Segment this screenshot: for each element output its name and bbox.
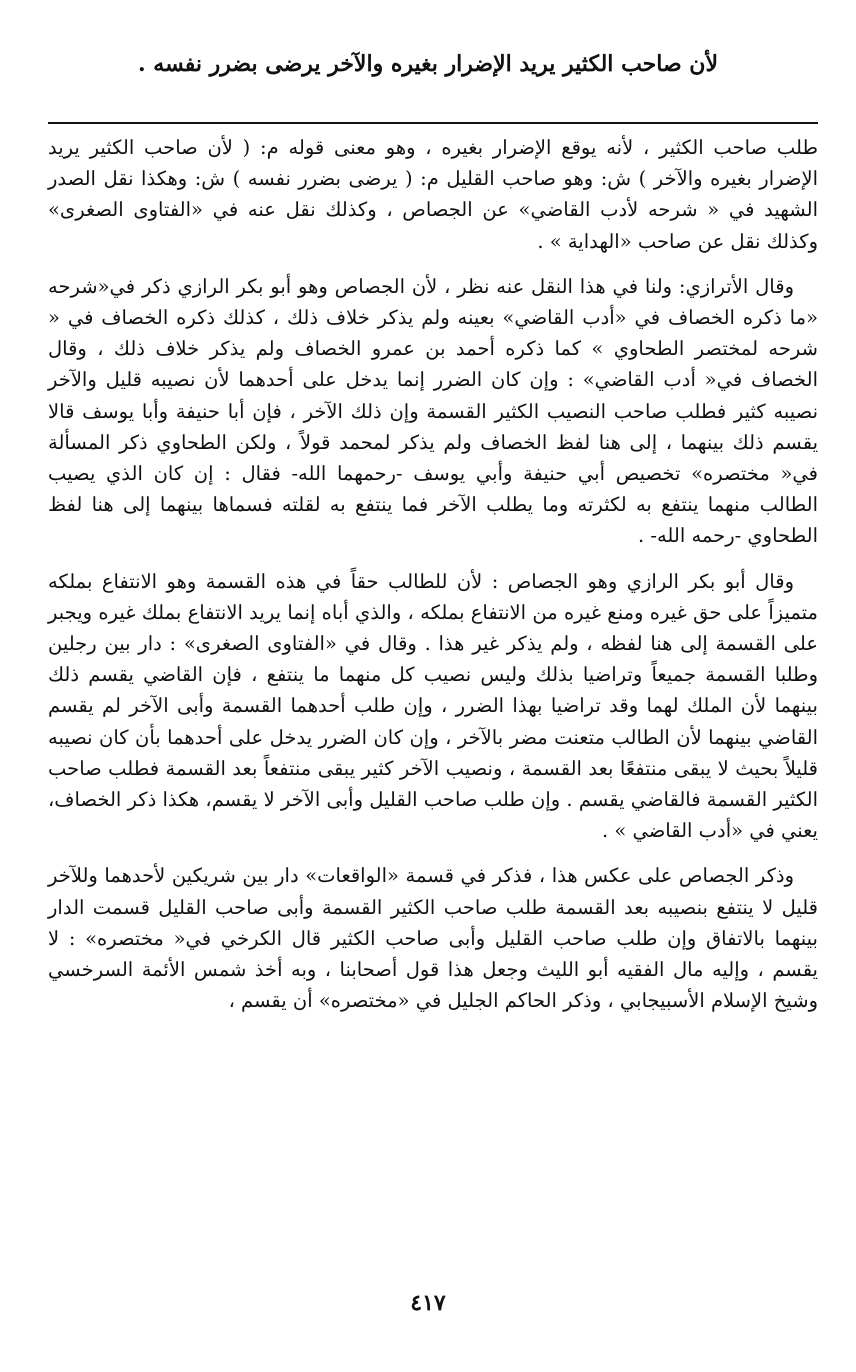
commentary-paragraph: طلب صاحب الكثير ، لأنه يوقع الإضرار بغيره ، وهو معنى قوله م: ( لأن صاحب الكثير يريد الإضرار بغيره والآخر ) ش: وهو صاحب القليل م: ( يرضى بضرر نفسه ) ش: وهكذا نقل الصدر الشهيد في « شرحه لأدب القاضي» عن الجصاص ، وكذلك نقل عنه في «الفتاوى الصغرى» وكذلك نقل عن صاحب «الهداية » . [48, 136, 818, 253]
matn-text: لأن صاحب الكثير يريد الإضرار بغيره والآخر يرضى بضرر نفسه . [137, 51, 719, 77]
commentary-paragraph: وقال الأترازي: ولنا في هذا النقل عنه نظر ، لأن الجصاص وهو أبو بكر الرازي ذكر في«شرحه «ما ذكره الخصاف في «أدب القاضي» بعينه ولم يذكر خلاف ذلك ، كذلك ذكره الخصاف في « شرحه لمختصر الطحاوي » كما ذكره أحمد بن عمرو الخصاف ولم يذكر خلاف ذلك ، وقال الخصاف في« أدب القاضي» : وإن كان الضرر إنما يدخل على أحدهما لأن نصيبه قليل والآخر نصيبه كثير فطلب صاحب النصيب الكثير القسمة وإن ذلك الآخر ، فإن أبا حنيفة وأبا يوسف قالا يقسم ذلك بينهما ، إلى هنا لفظ الخصاف ولم يذكر لمحمد قولاً ، ولكن الطحاوي ذكر المسألة في« مختصره» تخصيص أبي حنيفة وأبي يوسف -رحمهما الله- فقال : إن كان الذي يصيب الطالب منهما ينتفع به لكثرته وما يطلب الآخر فما ينتفع به لقلته فسماها بينهما إلى هنا لفظ الطحاوي -رحمه الله- . [48, 274, 818, 548]
page-number: ٤١٧ [410, 1290, 446, 1316]
commentary-paragraph: وقال أبو بكر الرازي وهو الجصاص : لأن للطالب حقاً في هذه القسمة وهو الانتفاع بملكه متميزاً على حق غيره ومنع غيره من الانتفاع بملكه ، والذي أباه إنما يريد الانتفاع بملك غيره ويجبر على القسمة إلى هنا لفظه ، ولم يذكر غير هذا . وقال في «الفتاوى الصغرى» : دار بين رجلين وطلبا القسمة جميعاً وتراضيا بذلك وليس نصيب كل منهما ما ينتفع ، فإن القاضي يقسم ذلك بينهما لأن الملك لهما وقد تراضيا بهذا الضرر ، وإن طلب أحدهما القسمة وأبى الآخر لم يقسم القاضي بينهما لأن الطالب متعنت مضر بالآخر ، وإن كان الضرر يدخل على أحدهما بأن كان نصيبه قليلاً بحيث لا يبقى منتفعًا بعد القسمة ، ونصيب الآخر كثير يبقى منتفعاً بعد القسمة فطلب صاحب الكثير القسمة فالقاضي يقسم . وإن طلب صاحب القليل وأبى الآخر لا يقسم، هكذا ذكر الخصاف، يعني في «أدب القاضي » . [48, 569, 818, 843]
separator-rule [48, 122, 818, 124]
commentary-body [48, 132, 818, 1030]
commentary-paragraph: وذكر الجصاص على عكس هذا ، فذكر في قسمة «الواقعات» دار بين شريكين لأحدهما وللآخر قليل لا ينتفع بنصيبه بعد القسمة طلب صاحب الكثير القسمة وأبى صاحب القليل قسمت الدار بينهما بالاتفاق وإن طلب صاحب القليل وأبى صاحب الكثير قال الكرخي في« مختصره» : لا يقسم ، وإليه مال الفقيه أبو الليث وجعل هذا قول أصحابنا ، وبه أخذ شمس الأئمة السرخسي وشيخ الإسلام الأسبيجابي ، وذكر الحاكم الجليل في «مختصره» أن يقسم ، [48, 864, 818, 1013]
